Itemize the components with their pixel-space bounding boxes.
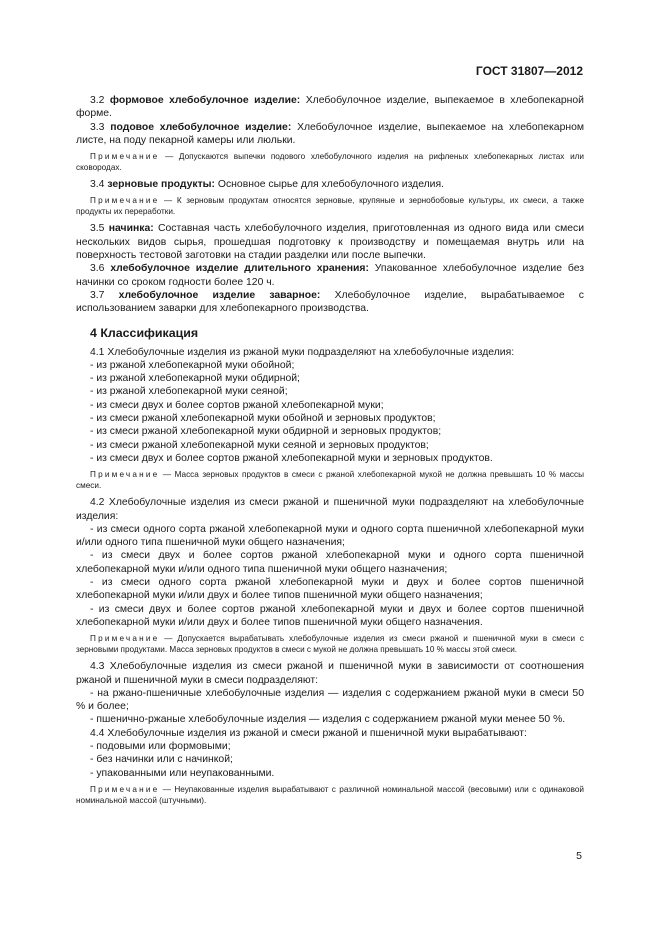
list-item: - пшенично-ржаные хлебобулочные изделия — изделия с содержанием ржаной муки менее 50 %. (90, 714, 566, 726)
definition-3-6: 3.6 хлебобулочное изделие длительного хранения: Упакованное хлебобулочное изделие без начинки со сроком годности более 120 ч. (76, 263, 585, 288)
definition-3-7: 3.7 хлебобулочное изделие заварное: Хлебобулочное изделие, вырабатываемое с использованием заварки для хлебопекарного производства. (76, 289, 584, 315)
list-item: - из смеси двух и более сортов ржаной хлебопекарной муки и двух и более сортов пшеничной хлебопекарной муки и/или двух и более типов пшеничной муки общего назначения. (76, 603, 584, 628)
list-item: - из смеси ржаной хлебопекарной муки сеяной и зерновых продуктов; (90, 439, 429, 451)
list-item: - из смеси ржаной хлебопекарной муки обойной и зерновых продуктов; (90, 413, 436, 425)
paragraph-4-1: 4.1 Хлебобулочные изделия из ржаной муки подразделяют на хлебобулочные изделия: (90, 346, 515, 358)
paragraph-4-4: 4.4 Хлебобулочные изделия из ржаной и смеси ржаной и пшеничной муки вырабатывают: (90, 727, 527, 739)
list-item: - из ржаной хлебопекарной муки обдирной; (90, 373, 300, 385)
list-item: - из смеси одного сорта ржаной хлебопекарной муки и одного сорта пшеничной хлебопекарной муки и/или одного типа пшеничной муки общего назначения; (76, 523, 584, 549)
list-item: - из ржаной хлебопекарной муки обойной; (90, 359, 295, 371)
note-4-2: Примечание — Допускается вырабатывать хлебобулочные изделия из смеси ржаной и пшеничной муки в смеси с зерновыми продуктами. Масса зерновых продуктов в смеси с мукой не должна превышать 10 % массы этой смеси. (76, 634, 584, 655)
list-item: - из ржаной хлебопекарной муки сеяной; (90, 386, 288, 398)
definition-3-2: 3.2 формовое хлебобулочное изделие: Хлебобулочное изделие, выпекаемое в хлебопекарной форме. (76, 95, 584, 120)
definition-3-4: 3.4 зерновые продукты: Основное сырье для хлебобулочного изделия. (90, 179, 445, 191)
list-item: - из смеси двух и более сортов ржаной хлебопекарной муки и одного сорта пшеничной хлебопекарной муки и/или одного типа пшеничной муки общего назначения; (76, 550, 584, 575)
list-item: - из смеси ржаной хлебопекарной муки обдирной и зерновых продуктов; (90, 426, 442, 438)
section-title: 4 Классификация (90, 325, 199, 340)
paragraph-4-2: 4.2 Хлебобулочные изделия из смеси ржаной и пшеничной муки подразделяют на хлебобулочные изделия: (76, 497, 584, 522)
list-item: - из смеси одного сорта ржаной хлебопекарной муки и двух и более сортов пшеничной хлебопекарной муки и/или двух и более типов пшеничной муки общего назначения; (76, 577, 584, 602)
list-item: - из смеси двух и более сортов ржаной хлебопекарной муки; (90, 399, 384, 411)
document-body (76, 94, 584, 811)
note-3-3: Примечание — Допускаются выпечки подового хлебобулочного изделия на рифленых хлебопекарных листах или сковородах. (76, 152, 584, 173)
definition-3-3: 3.3 подовое хлебобулочное изделие: Хлебобулочное изделие, выпекаемое на хлебопекарном листе, на поду пекарной камеры или люльки. (76, 121, 585, 146)
note-4-4: Примечание — Неупакованные изделия вырабатывают с различной номинальной массой (весовыми) или с одинаковой номинальной массой (штучными). (76, 784, 584, 805)
page-number: 5 (576, 850, 582, 862)
list-4-1 (76, 359, 584, 465)
list-item: - подовыми или формовыми; (90, 740, 231, 752)
note-4-1: Примечание — Масса зерновых продуктов в смеси с ржаной хлебопекарной мукой не должна превышать 10 % массы смеси. (76, 470, 584, 491)
list-item: - на ржано-пшеничные хлебобулочные изделия — изделия с содержанием ржаной муки в смеси 50 % и более; (76, 687, 584, 713)
note-3-4: Примечание — К зерновым продуктам относятся зерновые, крупяные и зернобобовые культуры, их смеси, а также продукты их переработки. (76, 196, 584, 217)
list-4-2 (76, 523, 584, 629)
list-4-4 (76, 740, 584, 780)
list-item: - без начинки или с начинкой; (90, 754, 233, 766)
list-item: - из смеси двух и более сортов ржаной хлебопекарной муки и зерновых продуктов. (90, 452, 493, 464)
list-4-3 (76, 687, 584, 727)
list-item: - упакованными или неупакованными. (90, 767, 275, 779)
definition-3-5: 3.5 начинка: Составная часть хлебобулочного изделия, приготовленная из одного вида или смеси нескольких видов сырья, прошедшая подготовку к производству и помещаемая внутрь или на поверхность тестовой заготовки на стадии разделки или после выпечки. (76, 223, 584, 262)
document-code: ГОСТ 31807—2012 (475, 64, 583, 78)
paragraph-4-3: 4.3 Хлебобулочные изделия из смеси ржаной и пшеничной муки в зависимости от соотношения ржаной и пшеничной муки в смеси подразделяют: (76, 661, 584, 686)
